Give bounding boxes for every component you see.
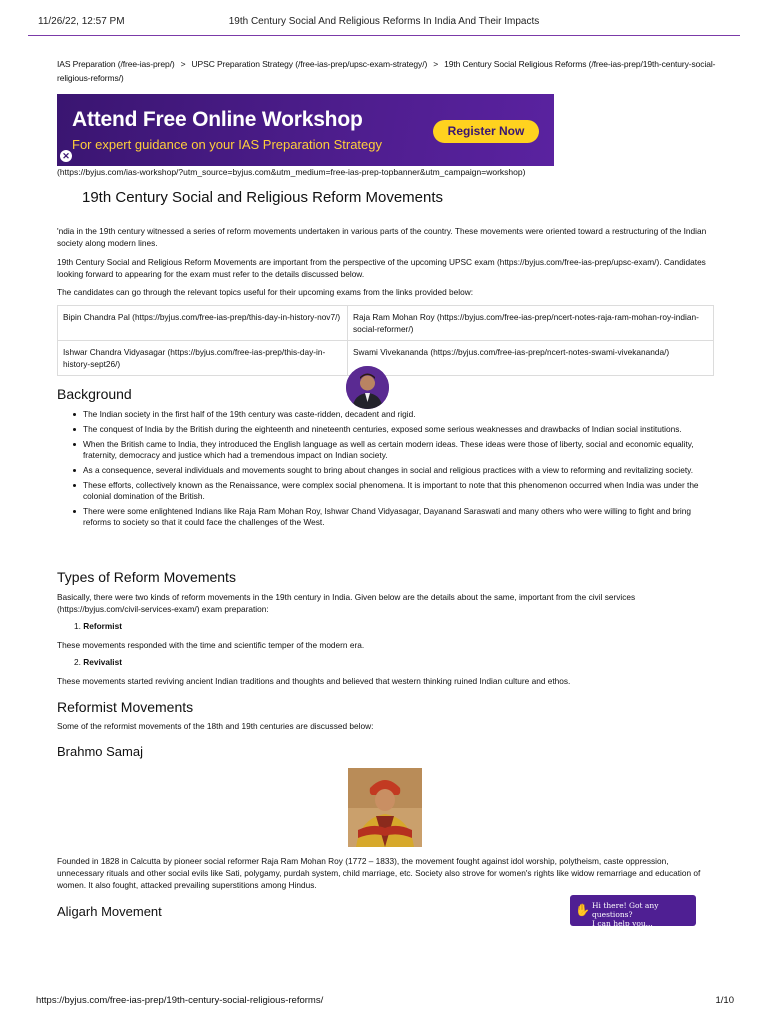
register-now-button[interactable]: Register Now xyxy=(433,120,539,143)
heading-brahmo-samaj: Brahmo Samaj xyxy=(57,744,143,759)
reformist-description: These movements responded with the time and scientific temper of the modern era. xyxy=(57,640,365,650)
link-swami-vivekananda[interactable]: Swami Vivekananda (https://byjus.com/free-ias-prep/ncert-notes-swami-vivekananda/) xyxy=(348,341,714,376)
list-item: There were some enlightened Indians like Raja Ram Mohan Roy, Ishwar Chand Vidyasagar, Dayanand Saraswati and many others who were willing to fight and bring reforms to society so that it could face the challenges of the West. xyxy=(83,506,713,528)
raja-ram-mohan-roy-portrait xyxy=(348,768,422,847)
table-row xyxy=(58,306,714,341)
list-item: When the British came to India, they introduced the English language as well as certain modern ideas. These ideas were those of liberty, social and economic equality, fraternity, democracy and justice which had a tremendous impact on Indian society. xyxy=(83,439,713,461)
workshop-banner[interactable] xyxy=(57,94,554,166)
topics-links-table xyxy=(57,305,714,376)
breadcrumb-upsc-strategy[interactable]: UPSC Preparation Strategy (/free-ias-prep/upsc-exam-strategy/) xyxy=(191,59,428,69)
header-divider xyxy=(28,35,740,36)
chat-line: Hi there! Got any questions? xyxy=(592,901,659,919)
numbered-item-revivalist xyxy=(74,657,122,667)
print-page-number: 1/10 xyxy=(715,995,734,1006)
reformist-intro: Some of the reformist movements of the 18th and 19th centuries are discussed below: xyxy=(57,721,374,731)
breadcrumb-separator: > xyxy=(433,59,439,69)
close-icon[interactable]: ✕ xyxy=(60,150,72,162)
link-raja-ram-mohan-roy[interactable]: Raja Ram Mohan Roy (https://byjus.com/free-ias-prep/ncert-notes-raja-ram-mohan-roy-indian-social-reformer/) xyxy=(348,306,714,341)
background-list xyxy=(83,409,713,532)
heading-background: Background xyxy=(57,386,132,402)
heading-types-of-reform: Types of Reform Movements xyxy=(57,569,236,585)
brahmo-samaj-text: Founded in 1828 in Calcutta by pioneer social reformer Raja Ram Mohan Roy (1772 – 1833), the movement fought against idol worship, polytheism, caste oppression, unnecessary rituals and other social evils like Sati, polygamy, purdah system, child marriage, etc. Society also strove for women's rights like widow remarriage and education of women. It also fought, attacked prevailing superstitions among Hindus. xyxy=(57,856,701,890)
link-bipin-chandra-pal[interactable]: Bipin Chandra Pal (https://byjus.com/free-ias-prep/this-day-in-history-nov7/) xyxy=(58,306,348,341)
intro-paragraph: 19th Century Social and Religious Reform Movements are important from the perspective of the upcoming UPSC exam (https://byjus.com/free-ias-prep/upsc-exam/). Candidates looking forward to appearing for the exam must refer to the details discussed below. xyxy=(57,257,706,279)
banner-link-url[interactable]: (https://byjus.com/ias-workshop/?utm_source=byjus.com&utm_medium=free-ias-prep-topbanner&utm_campaign=workshop) xyxy=(57,167,526,177)
expert-avatar[interactable] xyxy=(346,366,389,409)
print-date: 11/26/22, 12:57 PM xyxy=(38,16,125,27)
item-label: Reformist xyxy=(83,621,122,631)
list-item: The conquest of India by the British during the eighteenth and nineteenth centuries, exposed some serious weaknesses and drawbacks of Indian social institutions. xyxy=(83,424,713,435)
print-footer-url: https://byjus.com/free-ias-prep/19th-century-social-religious-reforms/ xyxy=(36,995,324,1006)
chat-widget[interactable] xyxy=(570,895,696,926)
print-title: 19th Century Social And Religious Reforms In India And Their Impacts xyxy=(228,16,540,27)
list-item: The Indian society in the first half of the 19th century was caste-ridden, decadent and rigid. xyxy=(83,409,713,420)
list-item: As a consequence, several individuals and movements sought to bring about changes in social and religious practices with a view to reforming and revitalizing society. xyxy=(83,465,713,476)
page-title: 19th Century Social and Religious Reform Movements xyxy=(82,189,444,206)
banner-subtitle: For expert guidance on your IAS Preparation Strategy xyxy=(72,137,383,152)
breadcrumb-separator: > xyxy=(180,59,186,69)
intro-paragraph: The candidates can go through the relevant topics useful for their upcoming exams from the links provided below: xyxy=(57,287,473,297)
breadcrumb-ias-preparation[interactable]: IAS Preparation (/free-ias-prep/) xyxy=(57,59,175,69)
item-number: 1. xyxy=(74,621,81,631)
waving-hand-icon: ✋ xyxy=(575,903,590,917)
item-label: Revivalist xyxy=(83,657,122,667)
types-intro: Basically, there were two kinds of reform movements in the 19th century in India. Given below are the details about the same, important from the civil services (https://byjus.com/civil-services-exam/) exam preparation: xyxy=(57,592,636,614)
item-number: 2. xyxy=(74,657,81,667)
breadcrumb-current-page[interactable]: 19th Century Social Religious Reforms (/free-ias-prep/19th-century-social-religious-reforms/) xyxy=(57,59,716,83)
breadcrumb xyxy=(57,57,717,85)
print-header xyxy=(0,0,768,36)
revivalist-description: These movements started reviving ancient Indian traditions and thoughts and believed that western thinking ruined Indian culture and ethos. xyxy=(57,676,571,686)
list-item: These efforts, collectively known as the Renaissance, were complex social phenomena. It is important to note that this phenomenon occurred when India was under the colonial domination of the British. xyxy=(83,480,713,502)
chat-line: I can help you... xyxy=(592,919,653,928)
heading-reformist-movements: Reformist Movements xyxy=(57,699,194,715)
table-row xyxy=(58,341,714,376)
heading-aligarh-movement: Aligarh Movement xyxy=(57,904,162,919)
chat-message xyxy=(592,901,696,928)
numbered-item-reformist xyxy=(74,621,122,631)
intro-paragraph: 'ndia in the 19th century witnessed a series of reform movements undertaken in various parts of the country. These movements were oriented toward a restructuring of the Indian society along modern lines. xyxy=(57,226,707,248)
banner-title: Attend Free Online Workshop xyxy=(72,108,363,131)
link-ishwar-chandra-vidyasagar[interactable]: Ishwar Chandra Vidyasagar (https://byjus.com/free-ias-prep/this-day-in-history-sept26/) xyxy=(58,341,348,376)
